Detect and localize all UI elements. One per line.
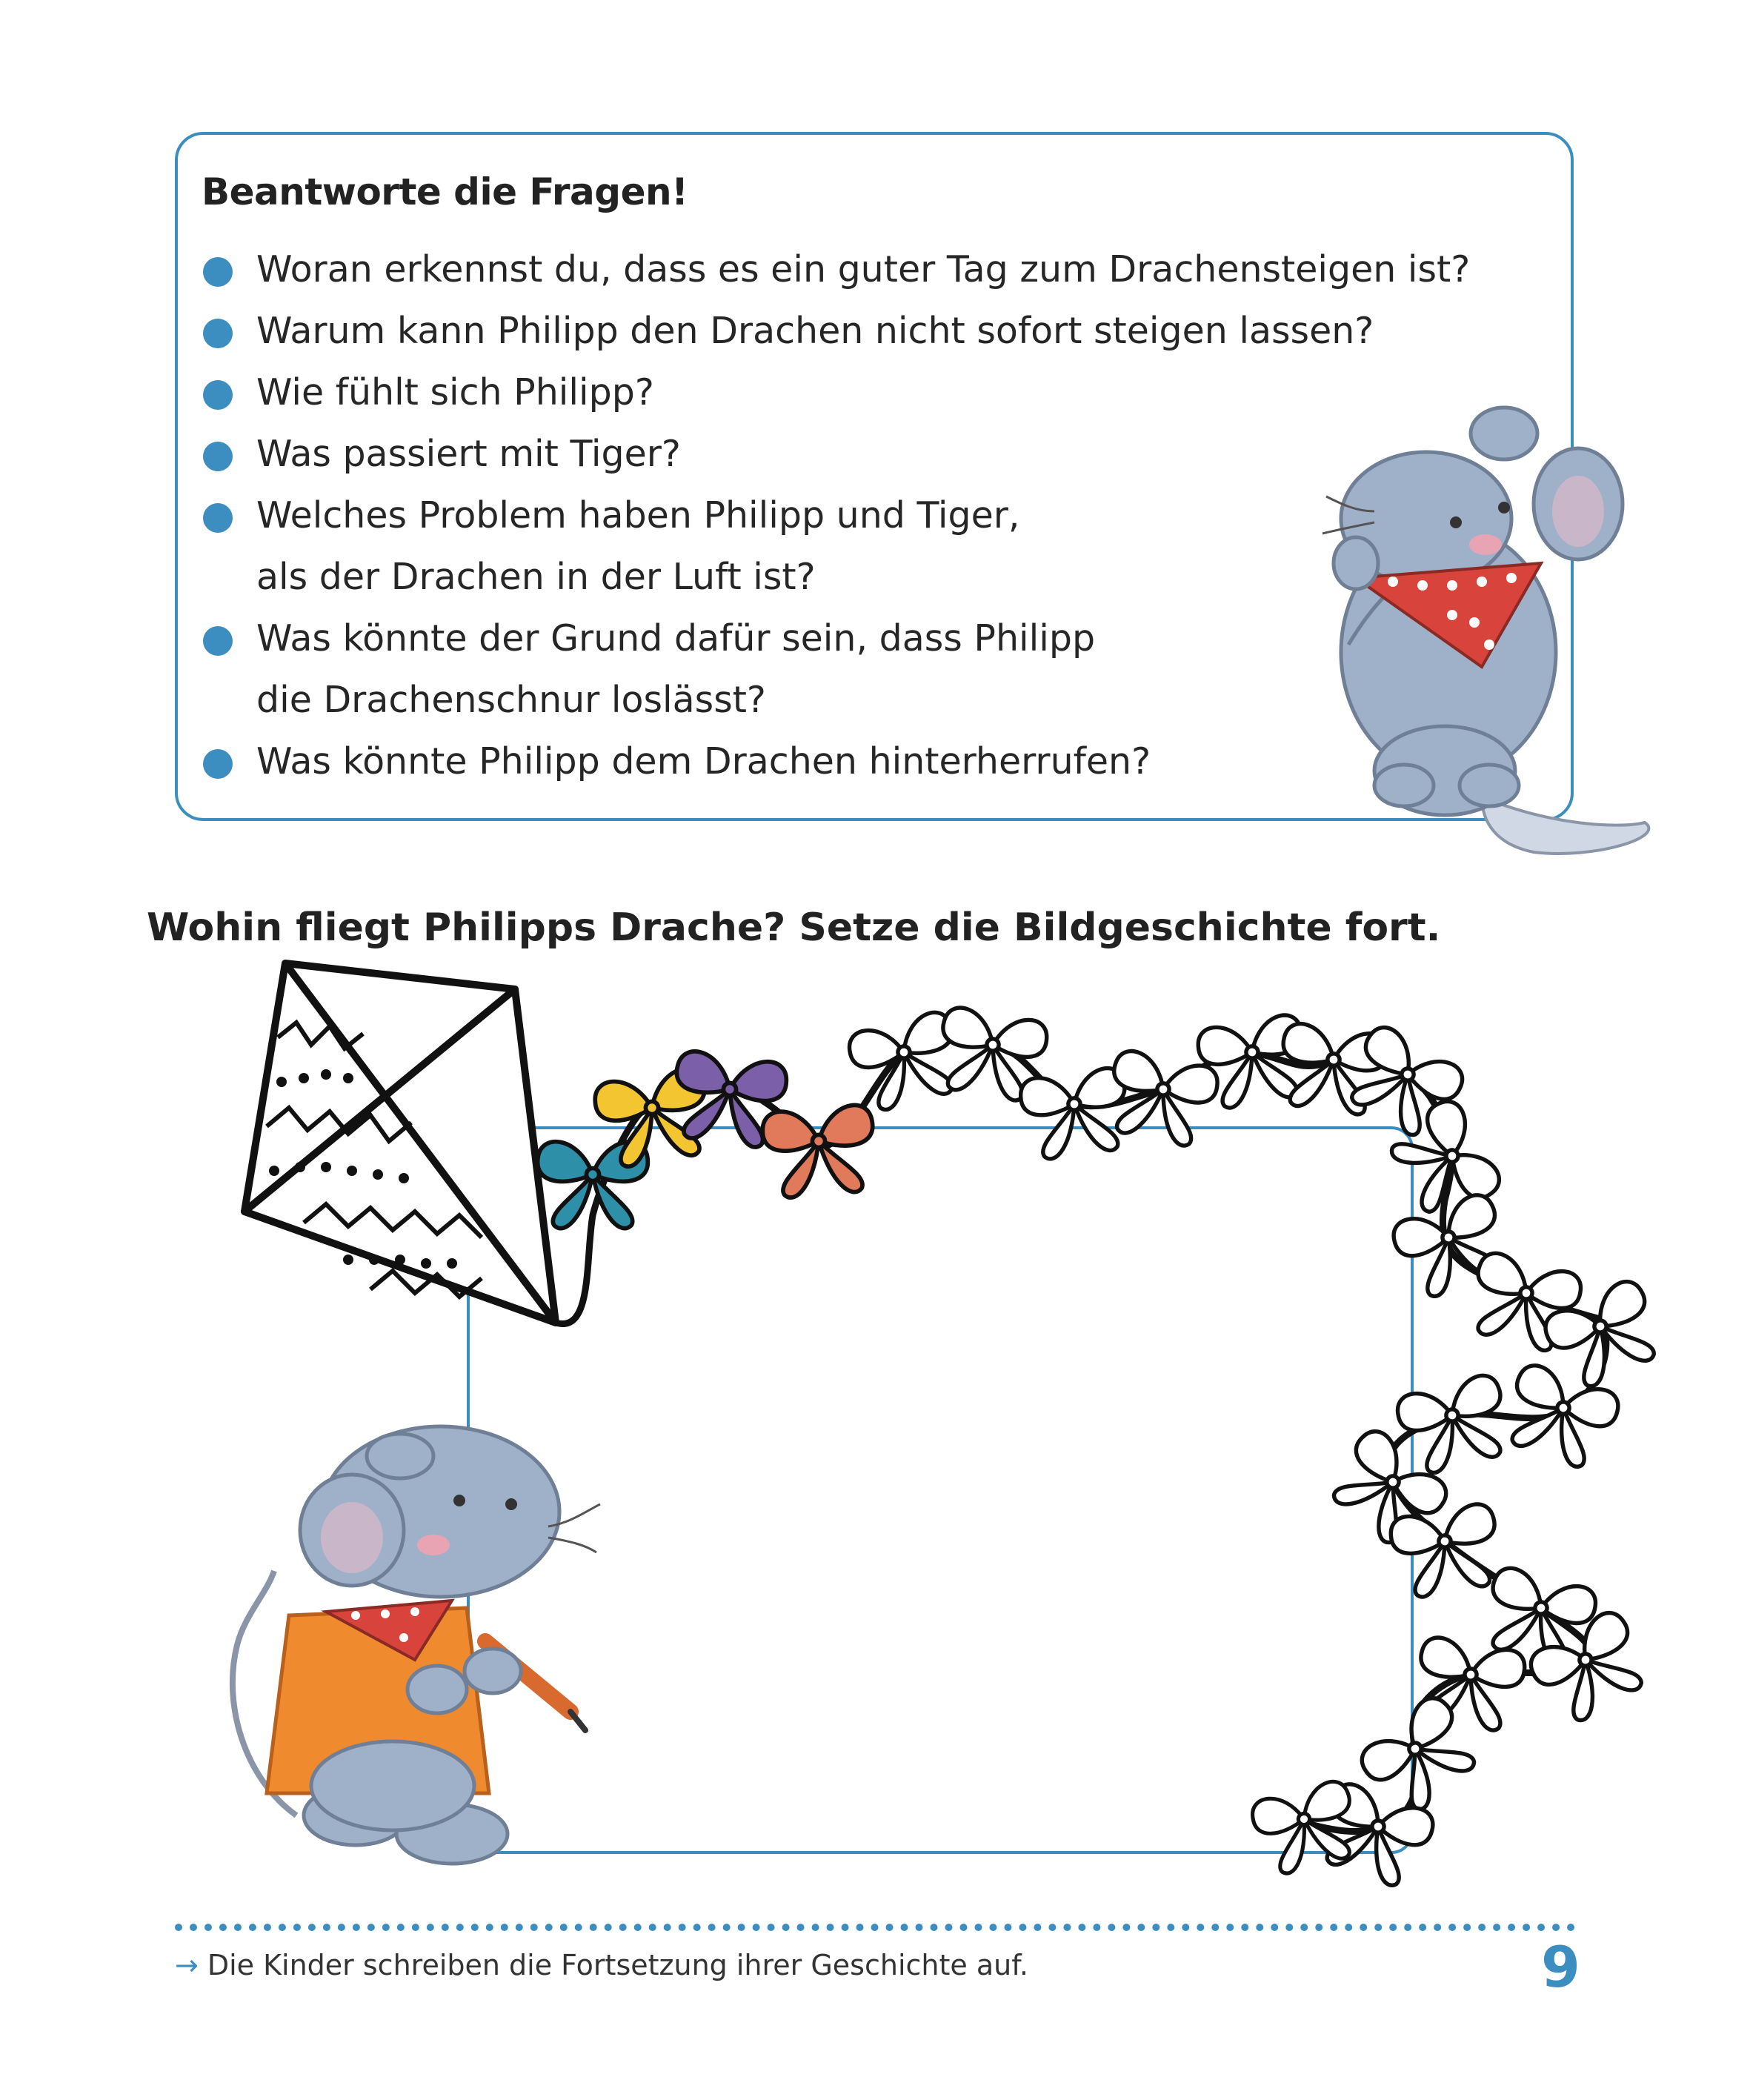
question-text: Was passiert mit Tiger? [256,433,681,475]
question-text-continued: als der Drachen in der Luft ist? [256,556,816,598]
footer-divider [175,1924,1575,1931]
kite-icon [244,963,556,1323]
bow-icon [1388,1501,1505,1601]
page-number: 9 [1541,1934,1580,2000]
footer-note-text: Die Kinder schreiben die Fortsetzung ihrer Geschichte auf. [207,1949,1028,1981]
mouse-thinking-illustration [1323,408,1648,854]
task-heading: Wohin fliegt Philipps Drache? Setze die Bildgeschichte fort. [147,906,1441,950]
question-text: Was könnte der Grund dafür sein, dass Philipp [256,617,1096,659]
arrow-right-icon: → [175,1949,199,1981]
bow-icon [1355,1692,1488,1821]
question-text: Woran erkennst du, dass es ein guter Tag zum Drachensteigen ist? [256,248,1471,290]
bow-red-icon [761,1103,878,1199]
mouse-writing-illustration [233,1426,600,1864]
question-text: Was könnte Philipp dem Drachen hinterherrufen? [256,740,1151,782]
question-text-continued: die Drachenschnur loslässt? [256,679,766,721]
question-text: Warum kann Philipp den Drachen nicht sofort steigen lassen? [256,310,1374,352]
question-text: Wie fühlt sich Philipp? [256,371,654,413]
questions-title: Beantworte die Fragen! [202,170,688,213]
bow-icon [1394,1372,1516,1478]
question-text: Welches Problem haben Philipp und Tiger, [256,494,1020,536]
footer-note [175,1949,1028,1981]
